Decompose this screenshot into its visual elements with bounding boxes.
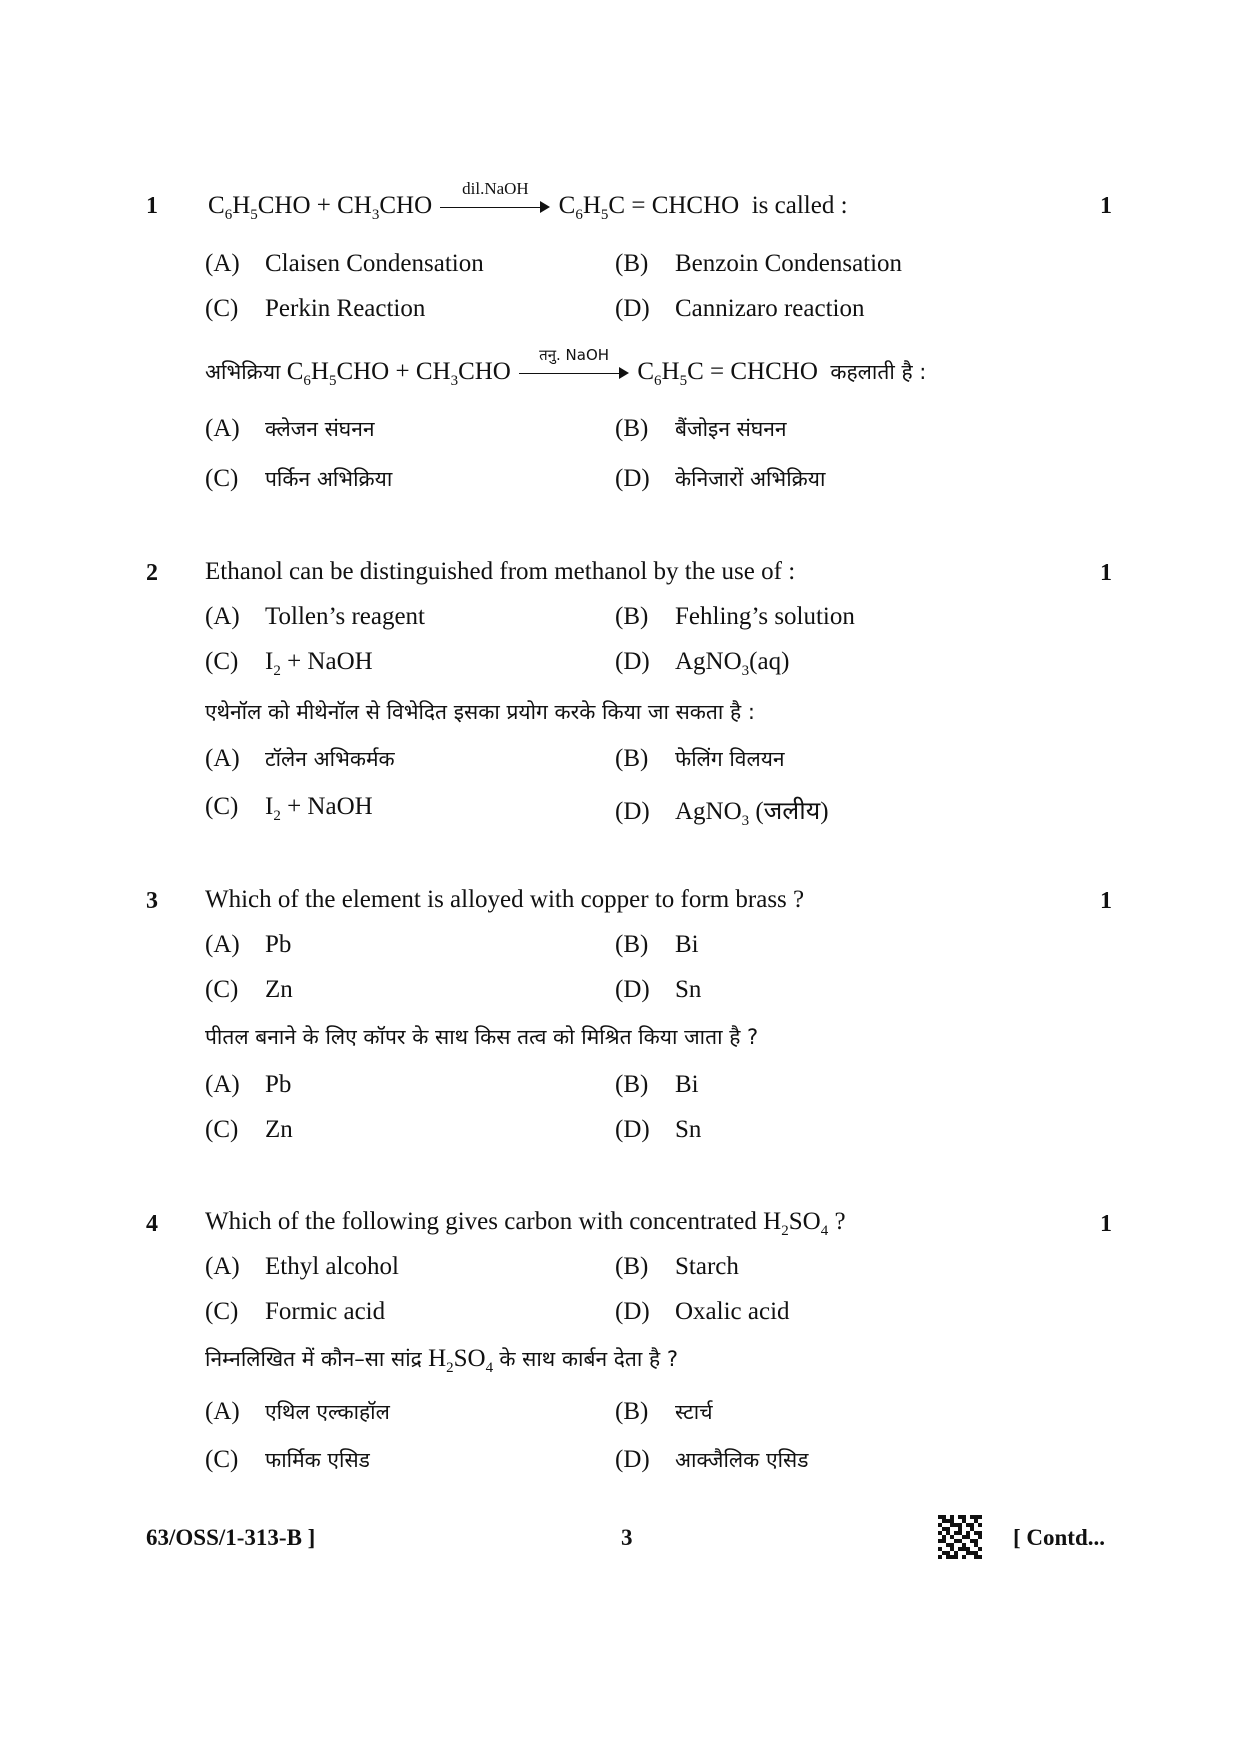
option-c-en: (C) Formic acid (205, 1298, 386, 1325)
option-a-hi: (A) एथिल एल्काहॉल (205, 1398, 390, 1425)
question-text-en: Which of the element is alloyed with copper to form brass ? (205, 886, 805, 913)
option-b-en: (B) Starch (615, 1253, 739, 1280)
option-c-hi: (C) $I_2$ + NaOH (205, 793, 373, 824)
reaction-condition: dil.NaOH (462, 179, 529, 199)
option-a-en: (A) Claisen Condensation (205, 250, 484, 277)
option-d-hi: (D) आक्जैलिक एसिड (615, 1446, 809, 1473)
chemical-formula: $H_2SO_4$ (428, 1345, 494, 1376)
option-a-hi: (A) Pb (205, 1071, 292, 1098)
option-d-en: (D) Cannizaro reaction (615, 295, 865, 322)
option-d-hi: (D) केनिजारों अभिक्रिया (615, 465, 826, 492)
question-text-en (208, 179, 848, 223)
option-d-en: (D) AgNO$_3$(aq) (615, 648, 790, 679)
option-b-hi: (B) बैंजोइन संघनन (615, 415, 787, 442)
reaction-arrow (440, 179, 550, 217)
qr-code-icon (938, 1515, 982, 1559)
option-c-en: (C) $I_2$ + NaOH (205, 648, 373, 679)
option-a-hi: (A) क्लेजन संघनन (205, 415, 375, 442)
option-c-hi: (C) पर्किन अभिक्रिया (205, 465, 393, 492)
option-d-hi: (D) AgNO$_3$ (जलीय) (615, 798, 829, 829)
option-c-hi: (C) फार्मिक एसिड (205, 1446, 370, 1473)
page-number: 3 (621, 1525, 633, 1550)
option-b-hi: (B) स्टार्च (615, 1398, 713, 1425)
question-text-hi: पीतल बनाने के लिए कॉपर के साथ किस तत्व को मिश्रित किया जाता है ? (205, 1025, 759, 1049)
question-text-hi: अभिक्रिया $C_6H_5CHO + CH_3CHO$ तनु. NaOH $C_6H_5C$ = CHCHO कहलाती है : (205, 346, 927, 389)
question-text-en: Which of the following gives carbon with concentrated $H_2SO_4$ ? (205, 1208, 846, 1239)
paper-code: 63/OSS/1-313-B ] (146, 1525, 316, 1550)
option-a-en: (A) Pb (205, 931, 292, 958)
reaction-product: $C_6H_5C$ = CHCHO (558, 192, 740, 223)
question-suffix: is called : (751, 192, 848, 219)
question-marks: 1 (1100, 193, 1112, 219)
option-c-en: (C) Perkin Reaction (205, 295, 426, 322)
option-b-hi: (B) फेलिंग विलयन (615, 745, 785, 772)
question-text-en: Ethanol can be distinguished from methanol by the use of : (205, 558, 796, 585)
option-d-en: (D) Sn (615, 976, 702, 1003)
option-b-en: (B) Bi (615, 931, 699, 958)
question-number: 2 (146, 560, 158, 586)
option-d-hi: (D) Sn (615, 1116, 702, 1143)
reaction-condition: तनु. NaOH (539, 346, 610, 365)
option-b-hi: (B) Bi (615, 1071, 699, 1098)
chemical-formula: $H_2SO_4$ (763, 1208, 829, 1239)
reaction-reactants: $C_6H_5CHO + CH_3CHO$ (208, 192, 433, 223)
option-a-en: (A) Tollen’s reagent (205, 603, 425, 630)
reaction-arrow (519, 346, 629, 383)
question-marks: 1 (1100, 560, 1112, 586)
option-b-en: (B) Benzoin Condensation (615, 250, 903, 277)
option-d-en: (D) Oxalic acid (615, 1298, 790, 1325)
option-a-hi: (A) टॉलेन अभिकर्मक (205, 745, 395, 772)
question-text-hi: निम्नलिखित में कौन–सा सांद्र $H_2SO_4$ के साथ कार्बन देता है ? (205, 1345, 678, 1376)
question-text-hi: एथेनॉल को मीथेनॉल से विभेदित इसका प्रयोग करके किया जा सकता है : (205, 700, 755, 724)
question-marks: 1 (1100, 888, 1112, 914)
question-number: 3 (146, 888, 158, 914)
continued-marker: [ Contd... (1013, 1525, 1106, 1550)
question-number: 4 (146, 1211, 158, 1237)
question-number: 1 (146, 193, 158, 219)
option-c-en: (C) Zn (205, 976, 293, 1003)
option-c-hi: (C) Zn (205, 1116, 293, 1143)
option-a-en: (A) Ethyl alcohol (205, 1253, 399, 1280)
question-marks: 1 (1100, 1211, 1112, 1237)
option-b-en: (B) Fehling’s solution (615, 603, 855, 630)
